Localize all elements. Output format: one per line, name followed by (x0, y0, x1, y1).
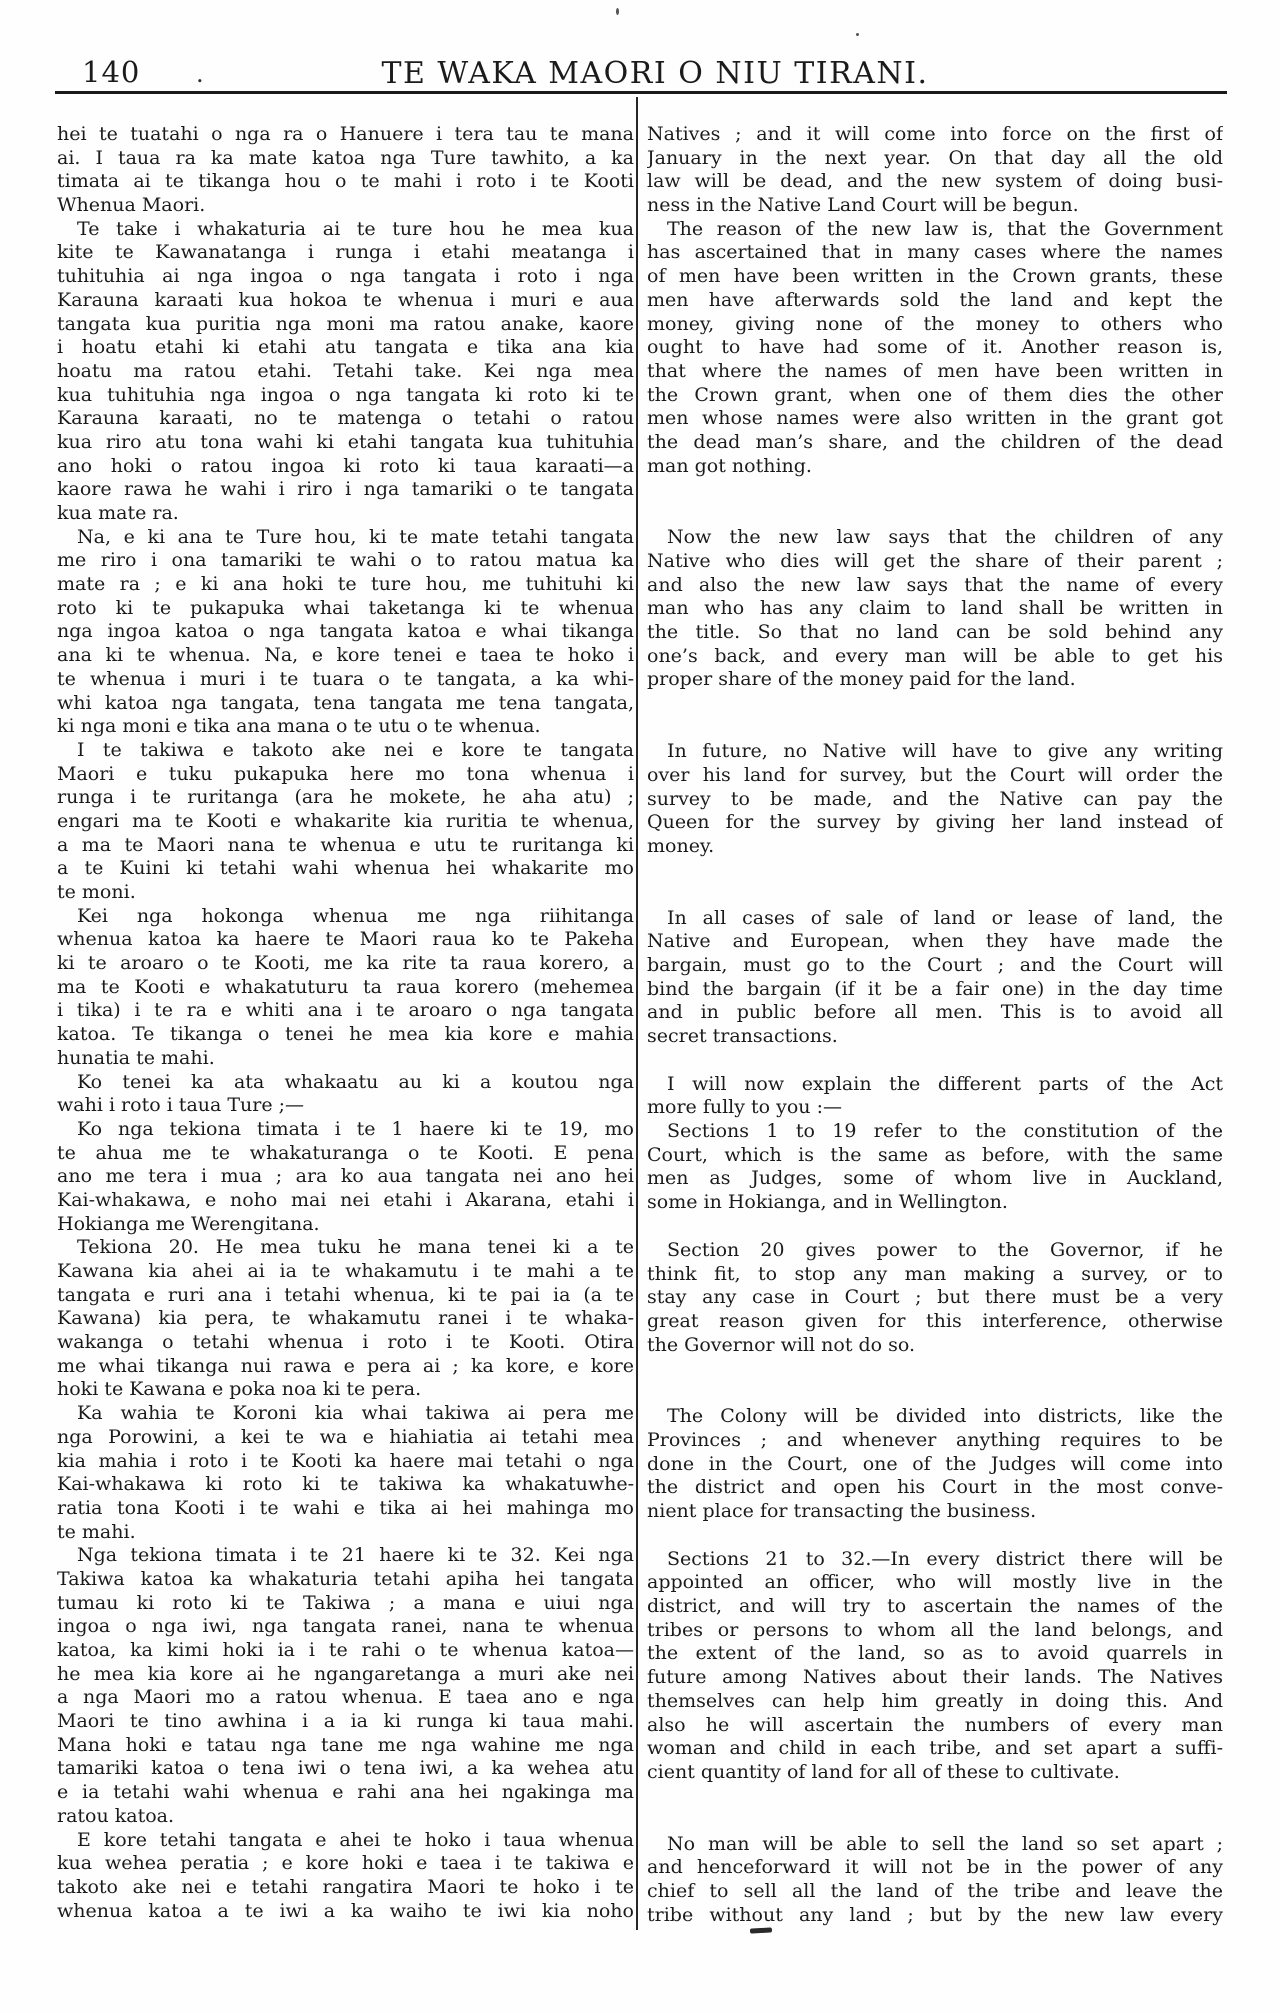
paragraph (647, 1405, 1223, 1523)
text-line: the dead man’s share, and the children of the dead (647, 430, 1223, 453)
text-line: wahi i roto i taua Ture ;— (57, 1094, 305, 1117)
text-line: tribe without any land ; but by the new law every (647, 1903, 1223, 1926)
text-line: Nga tekiona timata i te 21 haere ki te 32. Kei nga (77, 1544, 634, 1567)
text-line: man got nothing. (647, 454, 812, 477)
text-line: nga ingoa katoa o nga tangata katoa e whai tikanga (57, 620, 634, 643)
text-line: runga i te ruritanga (ara he mokete, he aha atu) ; (57, 786, 634, 809)
text-line: a ma te Maori nana te whenua e utu te ruritanga ki (57, 833, 634, 856)
paragraph (57, 1118, 634, 1236)
text-line: te moni. (57, 881, 136, 903)
text-columns (57, 97, 1223, 1930)
text-line: Kai-whakawa, e noho mai nei etahi i Akarana, etahi i (57, 1188, 634, 1211)
text-line: great reason given for this interference, otherwise (647, 1309, 1223, 1332)
text-line: Ka wahia te Koroni kia whai takiwa ai pera me (77, 1402, 634, 1425)
text-line: Now the new law says that the children of any (667, 526, 1223, 549)
text-line: tumau ki roto ki te Takiwa ; a mana e uiui nga (57, 1591, 634, 1614)
text-line: kua mate ra. (57, 502, 179, 524)
text-line: Kai-whakawa ki roto ki te takiwa ka whakatuwhe- (57, 1473, 634, 1496)
paragraph (647, 1833, 1223, 1928)
text-line: Maori te tino awhina i a ia ki runga ki taua mahi. (57, 1710, 634, 1733)
text-line: Kei nga hokonga whenua me nga riihitanga (77, 904, 634, 927)
text-line: kite te Kawanatanga i runga i etahi meatanga i (57, 241, 634, 264)
text-line: nient place for transacting the business. (647, 1500, 1037, 1522)
text-line: Karauna karaati, no te matenga o tetahi o ratou (57, 407, 634, 430)
text-line: Natives ; and it will come into force on the first of (647, 123, 1223, 145)
left-column-maori-text (57, 97, 634, 1923)
page-title: TE WAKA MAORI O NIU TIRANI. (381, 56, 929, 91)
text-line: kua riro atu tona wahi ki etahi tangata kua tuhituhia (57, 430, 634, 453)
text-line: Te take i whakaturia ai te ture hou he mea kua (77, 217, 634, 240)
text-line: Mana hoki e tatau nga tane me nga wahine me nga (57, 1733, 634, 1756)
text-line: No man will be able to sell the land so set apart ; (667, 1832, 1223, 1855)
text-line: secret transactions. (647, 1025, 838, 1047)
text-line: ano me tera i mua ; ara ko aua tangata nei ano hei (57, 1165, 634, 1188)
header-rule (55, 91, 1227, 94)
text-line: the title. So that no land can be sold behind any (647, 621, 1223, 644)
paragraph (57, 905, 634, 1071)
text-line: ki nga moni e tika ana mana o te utu o te whenua. (57, 715, 541, 738)
text-line: Tekiona 20. He mea tuku he mana tenei ki a te (77, 1236, 634, 1259)
paragraph (647, 526, 1223, 692)
text-line: woman and child in each tribe, and set apart a suffi- (647, 1737, 1223, 1760)
text-line: I will now explain the different parts of the Act (667, 1072, 1223, 1095)
text-line: man who has any claim to land shall be written in (647, 597, 1223, 620)
text-line: kua tuhituhia nga ingoa o nga tangata ki roto ki te (57, 383, 634, 406)
text-line: ana ki te whenua. Na, e kore tenei e taea te hoko i (57, 644, 634, 667)
text-line: ki te aroaro o te Kooti, me ka rite ta raua korero, a (57, 952, 634, 975)
text-line: district, and will try to ascertain the names of the (647, 1595, 1223, 1618)
text-line: katoa, ka kimi hoki ia i te rahi o te whenua katoa— (57, 1639, 634, 1661)
text-line: Native who dies will get the share of their parent ; (647, 550, 1223, 572)
text-line: me riro i ona tamariki te wahi o to ratou matua ka (57, 549, 634, 572)
text-line: Section 20 gives power to the Governor, if he (667, 1238, 1223, 1261)
text-line: kaore rawa he wahi i riro i nga tamariki o te tangata (57, 478, 634, 501)
text-line: The reason of the new law is, that the Government (667, 217, 1223, 240)
text-line: hoatu ma ratou etahi. Tetahi take. Kei nga mea (57, 359, 634, 382)
text-line: ano hoki o ratou ingoa ki roto ki taua karaati—a (57, 454, 634, 477)
paragraph (57, 1402, 634, 1544)
text-line: Karauna karaati kua hokoa te whenua i muri e aua (57, 288, 634, 311)
text-line: nga Porowini, a kei te wa e hiahiatia ai tetahi mea (57, 1425, 634, 1448)
text-line: men whose names were also written in the grant got (647, 407, 1223, 430)
text-line: takoto ake nei e tetahi rangatira Maori te hoko i te (57, 1875, 634, 1898)
text-line: In all cases of sale of land or lease of land, the (667, 906, 1223, 929)
text-line: E kore tetahi tangata e ahei te hoko i taua whenua (77, 1828, 634, 1851)
text-line: proper share of the money paid for the land. (647, 668, 1076, 691)
ink-dot-artifact: . (196, 60, 204, 88)
text-line: ai. I taua ra ka mate katoa nga Ture tawhito, a ka (57, 146, 634, 169)
paragraph (57, 1236, 634, 1402)
text-line: ought to have had some of it. Another reason is, (647, 336, 1223, 359)
paragraph (647, 1120, 1223, 1215)
text-line: done in the Court, one of the Judges will come into (647, 1452, 1223, 1475)
text-line: In future, no Native will have to give any writing (667, 740, 1223, 763)
text-line: Na, e ki ana te Ture hou, ki te mate tetahi tangata (77, 525, 634, 548)
text-line: te ahua me te whakaturanga o te Kooti. E pena (57, 1141, 634, 1164)
text-line: January in the next year. On that day all the old (647, 146, 1223, 169)
text-line: a nga Maori mo a ratou whenua. E taea ano e nga (57, 1686, 634, 1709)
text-line: tamariki katoa o tena iwi o tena iwi, a ka wehea atu (57, 1757, 634, 1780)
text-line: men as Judges, some of whom live in Auckland, (647, 1167, 1223, 1190)
text-line: Kawana) kia pera, te whakamutu ranei i te whaka- (57, 1307, 634, 1330)
text-line: hei te tuatahi o nga ra o Hanuere i tera tau te mana (57, 123, 634, 145)
text-line: a te Kuini ki tetahi wahi whenua hei whakarite mo (57, 857, 634, 880)
text-line: Native and European, when they have made the (647, 930, 1223, 953)
text-line: appointed an officer, who will mostly live in the (647, 1571, 1223, 1594)
text-line: and also the new law says that the name of every (647, 573, 1223, 596)
text-line: engari ma te Kooti e whakarite kia ruritia te whenua, (57, 809, 634, 832)
text-line: tuhituhia ai nga ingoa o nga tangata i roto i nga (57, 265, 634, 288)
text-line: tangata e ruri ana i tetahi whenua, ki te pai ia (a te (57, 1283, 634, 1306)
text-line: Sections 1 to 19 refer to the constitution of the (667, 1120, 1223, 1143)
text-line: timata ai te tikanga hou o te mahi i roto i te Kooti (57, 170, 634, 193)
paragraph (57, 1829, 634, 1924)
text-line: katoa. Te tikanga o tenei he mea kia kore e mahia (57, 1023, 634, 1046)
text-line: over his land for survey, but the Court will order the (647, 763, 1223, 786)
text-line: tribes or persons to whom all the land belongs, and (647, 1618, 1223, 1641)
text-line: of men have been written in the Crown grants, these (647, 265, 1223, 288)
paragraph (57, 526, 634, 739)
text-line: men have afterwards sold the land and kept the (647, 288, 1223, 311)
paragraph (647, 1548, 1223, 1785)
text-line: the extent of the land, so as to avoid quarrels in (647, 1642, 1223, 1665)
paragraph (57, 218, 634, 526)
paragraph (57, 1544, 634, 1828)
right-column-english-text (647, 97, 1223, 1927)
text-line: me whai tikanga nui rawa e pera ai ; ka kore, e kore (57, 1354, 634, 1377)
paragraph (57, 1071, 634, 1118)
text-line: e ia tetahi wahi whenua e rahi ana hei ngakinga ma (57, 1781, 634, 1804)
text-line: Kawana kia ahei ai ia te whakamutu i te mahi a te (57, 1260, 634, 1282)
text-line: wakanga o tetahi whenua i roto i te Kooti. Otira (57, 1331, 634, 1354)
ink-speck (616, 8, 619, 15)
text-line: te whenua i muri i te tuara o te tangata, a ka whi- (57, 667, 634, 690)
text-line: Provinces ; and whenever anything requires to be (647, 1428, 1223, 1451)
ink-smudge-mark (750, 1927, 772, 1933)
paragraph (57, 739, 634, 905)
text-line: Ko tenei ka ata whakaatu au ki a koutou nga (77, 1070, 634, 1093)
paragraph (647, 1073, 1223, 1120)
text-line: themselves can help him greatly in doing this. And (647, 1689, 1223, 1712)
text-line: Ko nga tekiona timata i te 1 haere ki te 19, mo (77, 1117, 634, 1140)
text-line: and in public before all men. This is to avoid all (647, 1001, 1223, 1024)
text-line: Sections 21 to 32.—In every district there will be (667, 1547, 1223, 1570)
text-line: ingoa o nga iwi, nga tangata ranei, nana te whenua (57, 1615, 634, 1638)
text-line: money, giving none of the money to others who (647, 312, 1223, 335)
page-number: 140 (82, 55, 141, 89)
text-line: tangata kua puritia nga moni ma ratou anake, kaore (57, 312, 634, 335)
text-line: ratou katoa. (57, 1804, 175, 1827)
text-line: ma te Kooti e whakatuturu ta raua korero (mehemea (57, 975, 634, 998)
text-line: whenua katoa ka haere te Maori raua ko te Pakeha (57, 928, 634, 951)
paragraph (647, 740, 1223, 858)
text-line: te mahi. (57, 1520, 136, 1543)
column-divider-rule (636, 97, 638, 1930)
text-line: Court, which is the same as before, with the same (647, 1143, 1223, 1166)
text-line: also he will ascertain the numbers of every man (647, 1713, 1223, 1736)
text-line: that where the names of men have been written in (647, 359, 1223, 382)
text-line: Takiwa katoa ka whakaturia tetahi apiha hei tangata (57, 1567, 634, 1590)
text-line: the district and open his Court in the most conve- (647, 1476, 1223, 1499)
text-line: future among Natives about their lands. The Natives (647, 1666, 1223, 1689)
text-line: and henceforward it will not be in the power of any (647, 1856, 1223, 1879)
paragraph (57, 123, 634, 218)
paragraph (647, 123, 1223, 218)
text-line: mate ra ; e ki ana hoki te ture hou, me tuhituhi ki (57, 573, 634, 596)
text-line: i tika) i te ra e whiti ana i te aroaro o nga tangata (57, 999, 634, 1022)
paragraph (647, 907, 1223, 1049)
text-line: the Governor will not do so. (647, 1333, 916, 1356)
text-line: the Crown grant, when one of them dies the other (647, 383, 1223, 406)
text-line: law will be dead, and the new system of doing busi- (647, 170, 1223, 193)
text-line: roto ki te pukapuka whai taketanga ki te whenua (57, 596, 634, 619)
text-line: ness in the Native Land Court will be begun. (647, 194, 1079, 217)
text-line: bargain, must go to the Court ; and the Court will (647, 953, 1223, 976)
text-line: stay any case in Court ; but there must be a very (647, 1286, 1223, 1309)
text-line: Maori e tuku pukapuka here mo tona whenua i (57, 762, 634, 785)
text-line: one’s back, and every man will be able to get his (647, 644, 1223, 667)
text-line: has ascertained that in many cases where the names (647, 241, 1223, 264)
text-line: he mea kia kore ai he ngangaretanga a muri ake nei (57, 1662, 634, 1685)
text-line: money. (647, 834, 715, 857)
text-line: Whenua Maori. (57, 194, 206, 217)
text-line: Hokianga me Werengitana. (57, 1212, 320, 1235)
text-line: I te takiwa e takoto ake nei e kore te tangata (77, 738, 634, 761)
text-line: cient quantity of land for all of these to cultivate. (647, 1760, 1120, 1783)
text-line: whenua katoa a te iwi a ka waiho te iwi kia noho (57, 1899, 634, 1922)
text-line: kia mahia i roto i te Kooti ka haere mai tetahi o nga (57, 1449, 634, 1472)
text-line: whi katoa nga tangata, tena tangata me tena tangata, (57, 691, 634, 714)
text-line: survey to be made, and the Native can pay the (647, 787, 1223, 810)
text-line: more fully to you :— (647, 1096, 842, 1119)
text-line: bind the bargain (if it be a fair one) in the day time (647, 977, 1223, 1000)
text-line: some in Hokianga, and in Wellington. (647, 1191, 1008, 1214)
text-line: ratia tona Kooti i te wahi e tika ai hei mahinga mo (57, 1496, 634, 1519)
text-line: hoki te Kawana e poka noa ki te pera. (57, 1378, 422, 1401)
paragraph (647, 1239, 1223, 1357)
paragraph (647, 218, 1223, 479)
text-line: kua wehea peratia ; e kore hoki e taea i te takiwa e (57, 1852, 634, 1875)
text-line: Queen for the survey by giving her land instead of (647, 811, 1223, 834)
text-line: chief to sell all the land of the tribe and leave the (647, 1879, 1223, 1902)
text-line: think fit, to stop any man making a survey, or to (647, 1262, 1223, 1285)
text-line: The Colony will be divided into districts, like the (667, 1405, 1223, 1428)
ink-speck (856, 33, 859, 36)
text-line: i hoatu etahi ki etahi atu tangata e tika ana kia (57, 336, 634, 359)
text-line: hunatia te mahi. (57, 1046, 215, 1069)
